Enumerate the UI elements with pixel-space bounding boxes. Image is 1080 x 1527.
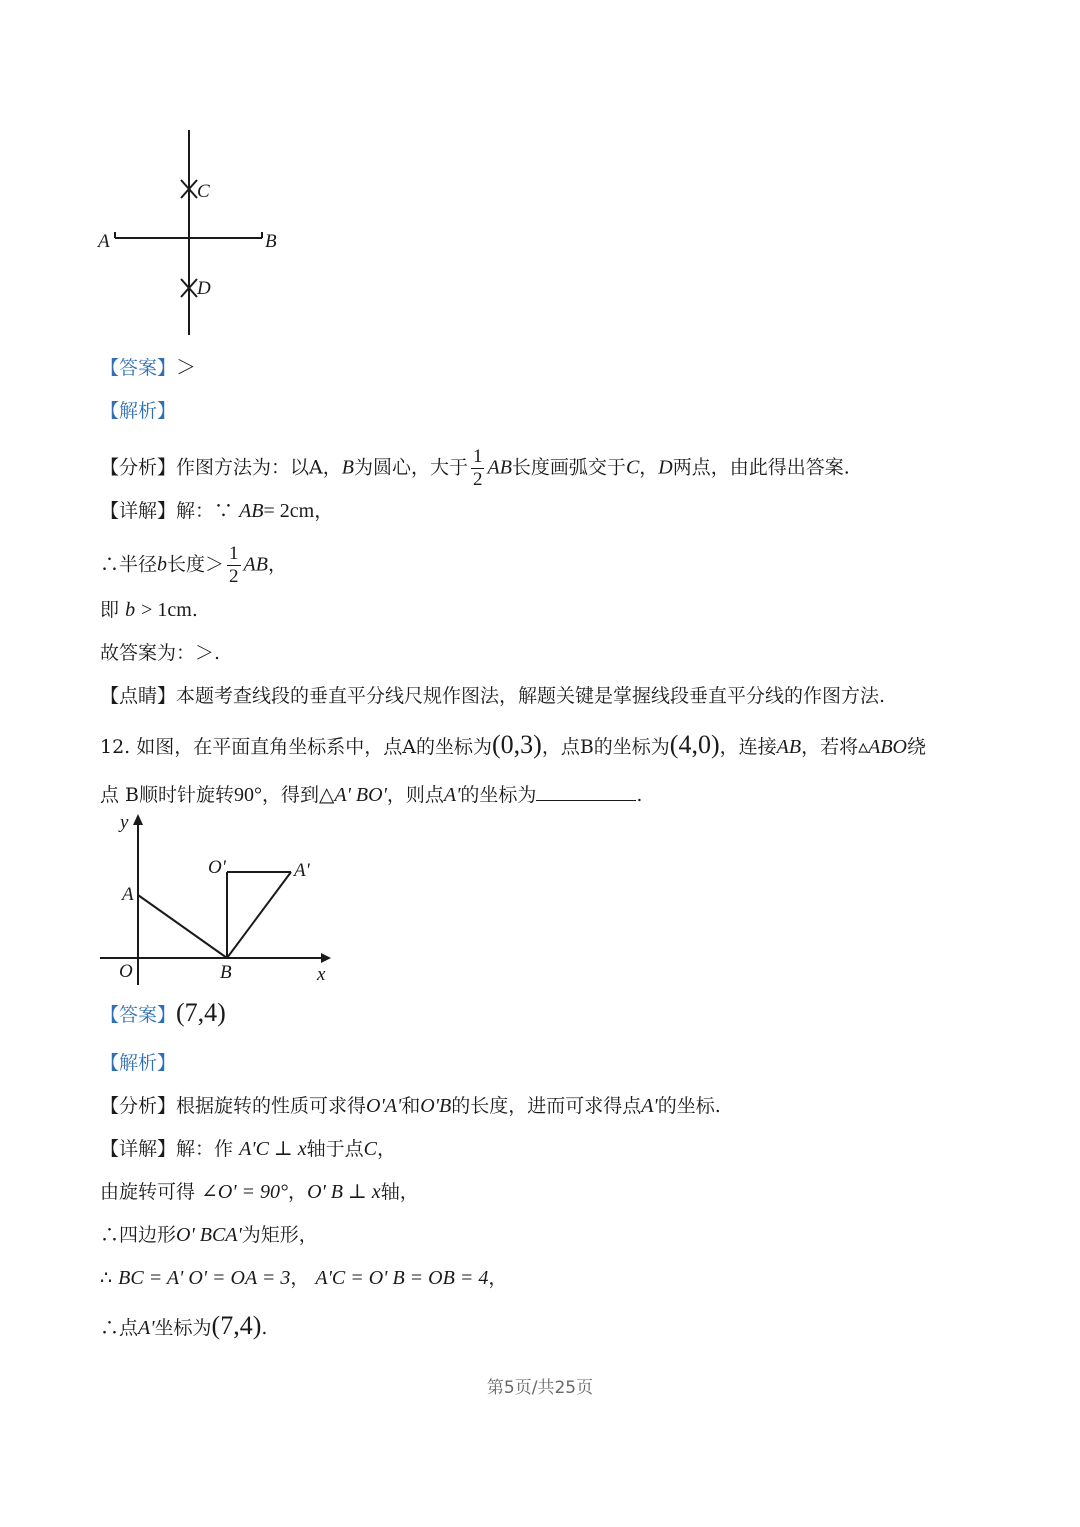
- label-A: A: [98, 231, 110, 252]
- q12-line1: 12. 如图，在平面直角坐标系中，点A的坐标为(0,3)，点B的坐标为(4,0)，连接AB，若将▵ABO绕: [100, 730, 927, 759]
- q11-detail-line4: 故答案为：＞.: [100, 642, 221, 664]
- q11-analysis-tag: 【解析】: [100, 400, 177, 422]
- fraction-half: $\frac{1}{2}$: [472, 446, 483, 490]
- label-B: B: [265, 231, 277, 252]
- label-B: B: [220, 962, 232, 983]
- label-A: A: [122, 884, 134, 905]
- q11-answer: 【答案】＞: [100, 357, 197, 379]
- q11-detail-line2: ∴半径b长度＞ $\frac{1}{2}$ AB，: [100, 543, 287, 587]
- q12-detail-line4: ∴ BC = A' O' = OA = 3， A'C = O' B = OB = 4，: [100, 1267, 508, 1289]
- axis-x-label: x: [317, 964, 326, 985]
- label-D: D: [197, 278, 211, 299]
- page-number-footer: 第5页/共25页: [486, 1378, 594, 1398]
- q12-detail-line2: 由旋转可得 ∠O' = 90°，O' B ⊥ x轴，: [100, 1181, 419, 1203]
- q12-line2: 点 B顺时针旋转90°，得到△A' BO'，则点A'的坐标为 .: [100, 780, 642, 809]
- axis-y-label: y: [120, 812, 129, 833]
- q11-fenxi: 【分析】作图方法为：以A，B为圆心，大于 $\frac{1}{2}$ AB长度画弧交于C，D两点，由此得出答案.: [100, 446, 850, 490]
- label-O-prime: O': [208, 857, 226, 878]
- q12-analysis-tag: 【解析】: [100, 1052, 177, 1074]
- label-A-prime: A': [294, 860, 310, 881]
- answer-blank: [536, 780, 636, 801]
- q11-dianjing: 【点睛】本题考查线段的垂直平分线尺规作图法，解题关键是掌握线段垂直平分线的作图方法.: [100, 685, 886, 707]
- q12-detail: 【详解】解：作 A'C ⊥ x轴于点C，: [100, 1138, 396, 1160]
- q12-detail-line5: ∴点A'坐标为(7,4).: [100, 1311, 268, 1340]
- label-C: C: [197, 181, 210, 202]
- fraction-half-2: $\frac{1}{2}$: [229, 543, 239, 587]
- q11-detail-line3: 即 b > 1cm.: [100, 599, 198, 621]
- q12-detail-line3: ∴四边形O' BCA'为矩形，: [100, 1224, 318, 1246]
- figure-perpendicular-bisector: [90, 125, 290, 340]
- figure-rotation-coordinate: [95, 810, 345, 990]
- q12-answer: 【答案】(7,4): [100, 998, 226, 1027]
- q11-detail: 【详解】解：∵ AB= 2cm，: [100, 500, 334, 522]
- label-O: O: [119, 961, 133, 982]
- q12-fenxi: 【分析】根据旋转的性质可求得O'A'和O'B的长度，进而可求得点A'的坐标.: [100, 1095, 721, 1117]
